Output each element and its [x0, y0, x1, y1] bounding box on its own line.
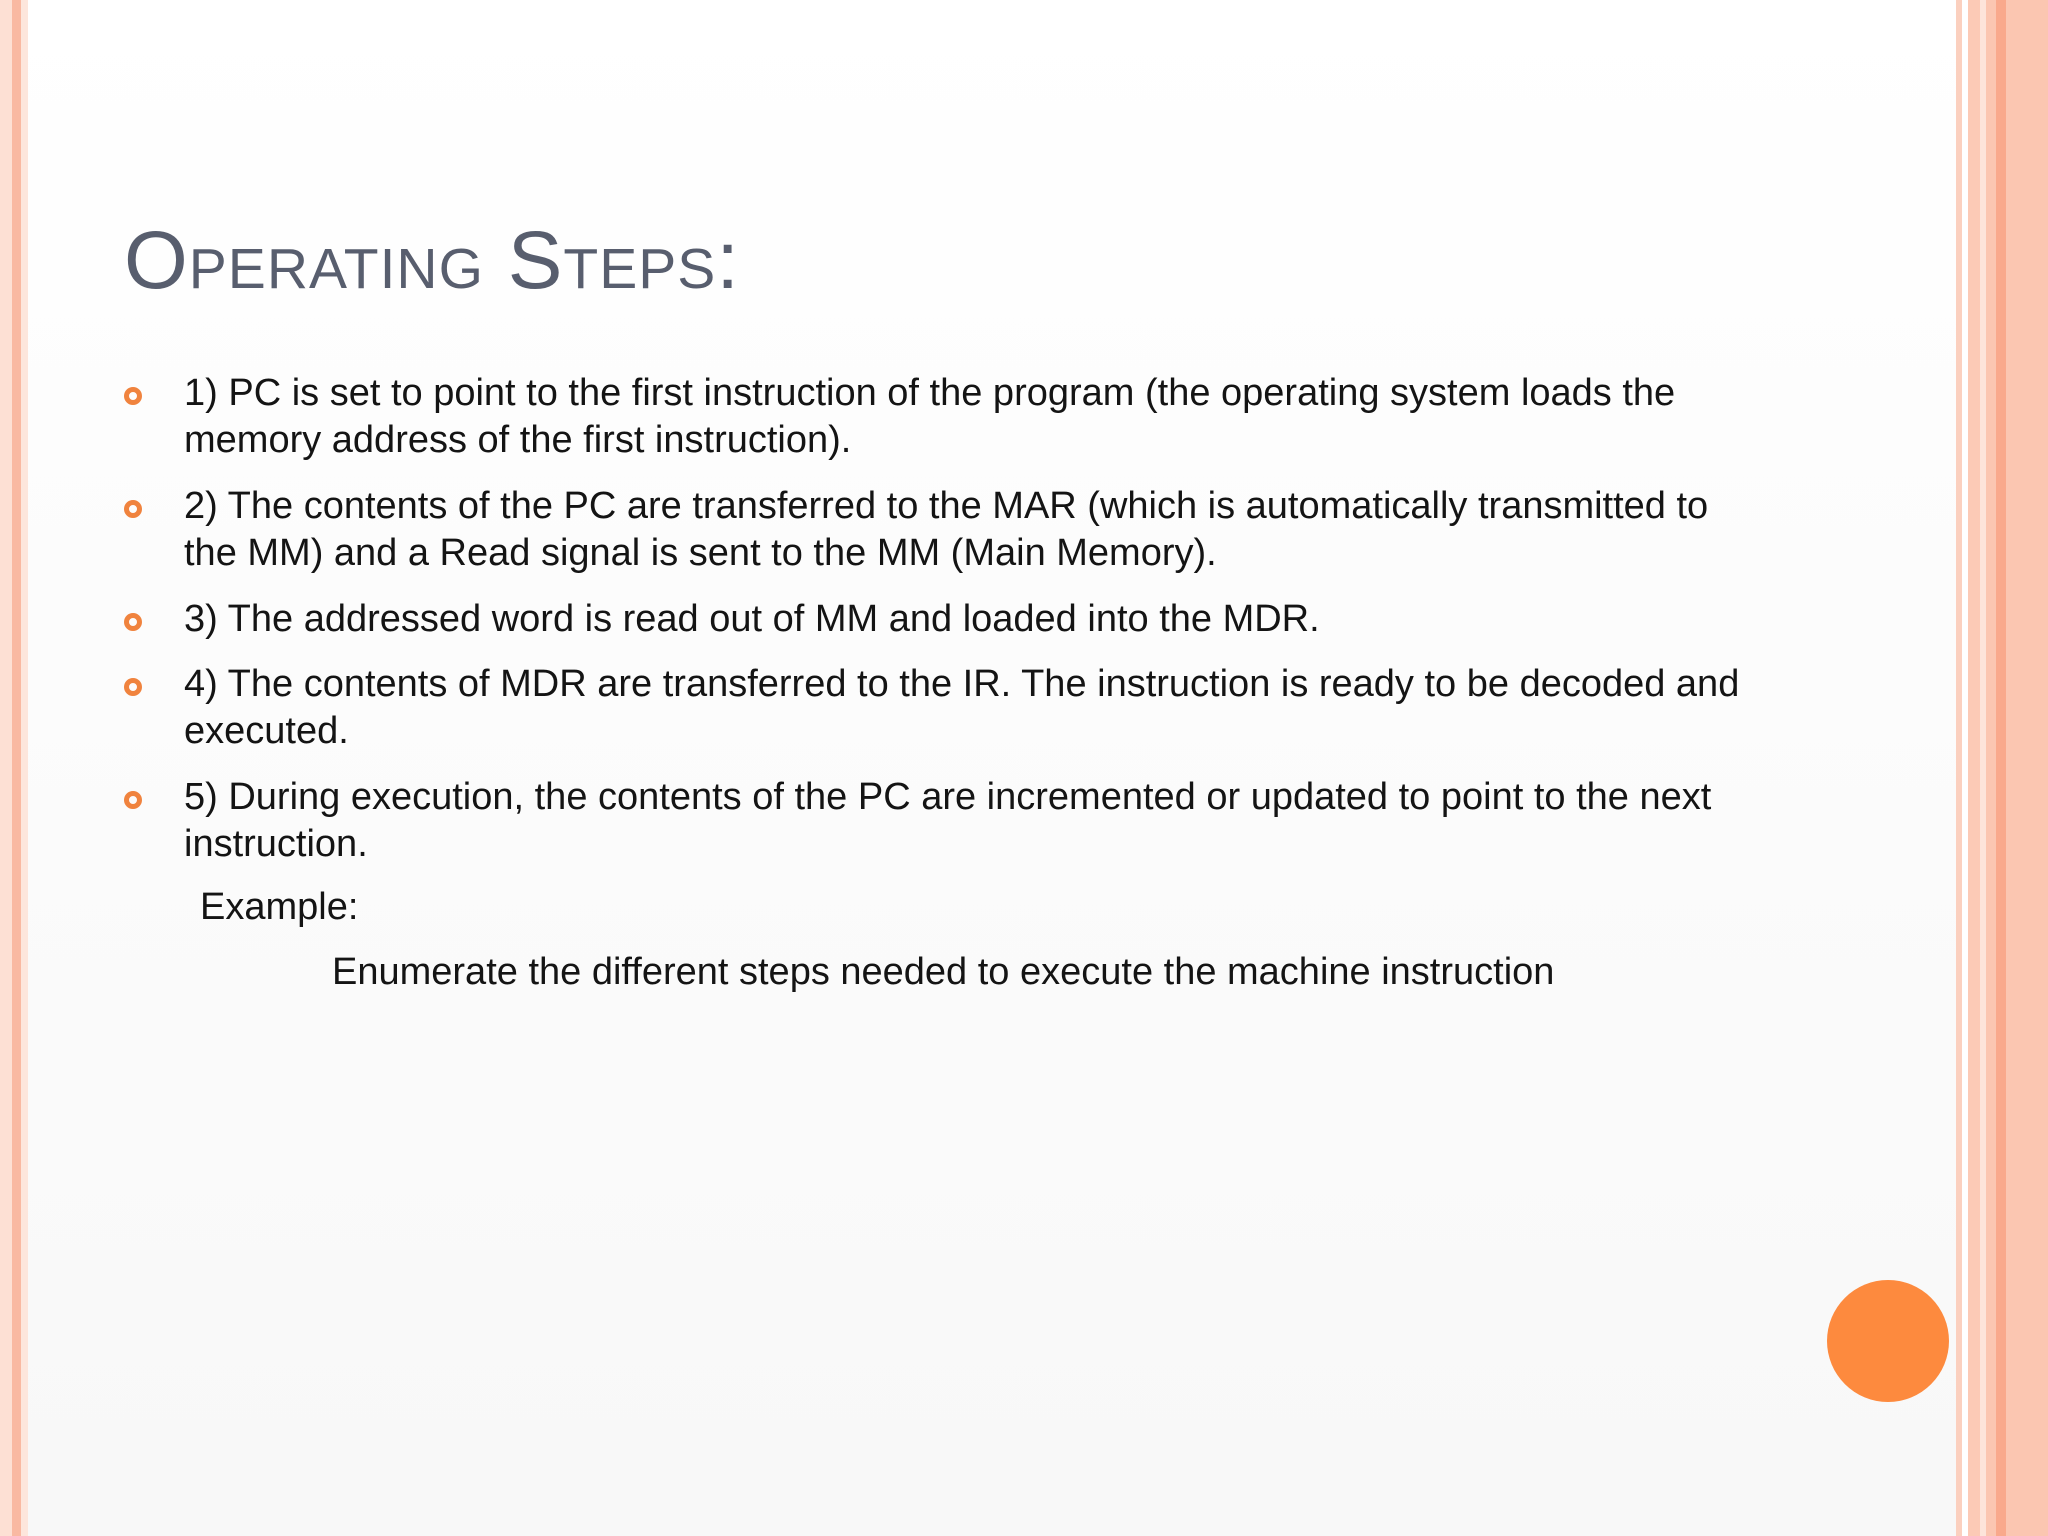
- step-text: 2) The contents of the PC are transferred to the MAR (which is automatically transmitted to the MM) and a Read signal is sent to the MM (Main Memory).: [184, 485, 1709, 574]
- bullet-ring-icon: [124, 613, 142, 631]
- slide-title: Operating Steps:: [124, 215, 741, 306]
- example-label: Example:: [200, 886, 359, 928]
- step-text: 4) The contents of MDR are transferred to the IR. The instruction is ready to be decoded and executed.: [184, 663, 1740, 752]
- bullet-ring-icon: [124, 387, 142, 405]
- bullet-ring-icon: [124, 791, 142, 809]
- step-text: 3) The addressed word is read out of MM and loaded into the MDR.: [184, 598, 1320, 640]
- bullet-ring-icon: [124, 500, 142, 518]
- left-border-stripe: [21, 0, 28, 1536]
- left-border-stripe: [0, 0, 12, 1536]
- decorative-circle: [1827, 1280, 1949, 1402]
- bullet-ring-icon: [124, 678, 142, 696]
- example-text: Enumerate the different steps needed to execute the machine instruction: [332, 951, 1555, 993]
- left-border-stripe: [12, 0, 21, 1536]
- right-border-stripe: [1968, 0, 1980, 1536]
- step-text: 5) During execution, the contents of the PC are incremented or updated to point to the next instruction.: [184, 776, 1712, 865]
- right-border-stripe: [1996, 0, 2006, 1536]
- step-text: 1) PC is set to point to the first instruction of the program (the operating system loads the memory address of the first instruction).: [184, 372, 1676, 461]
